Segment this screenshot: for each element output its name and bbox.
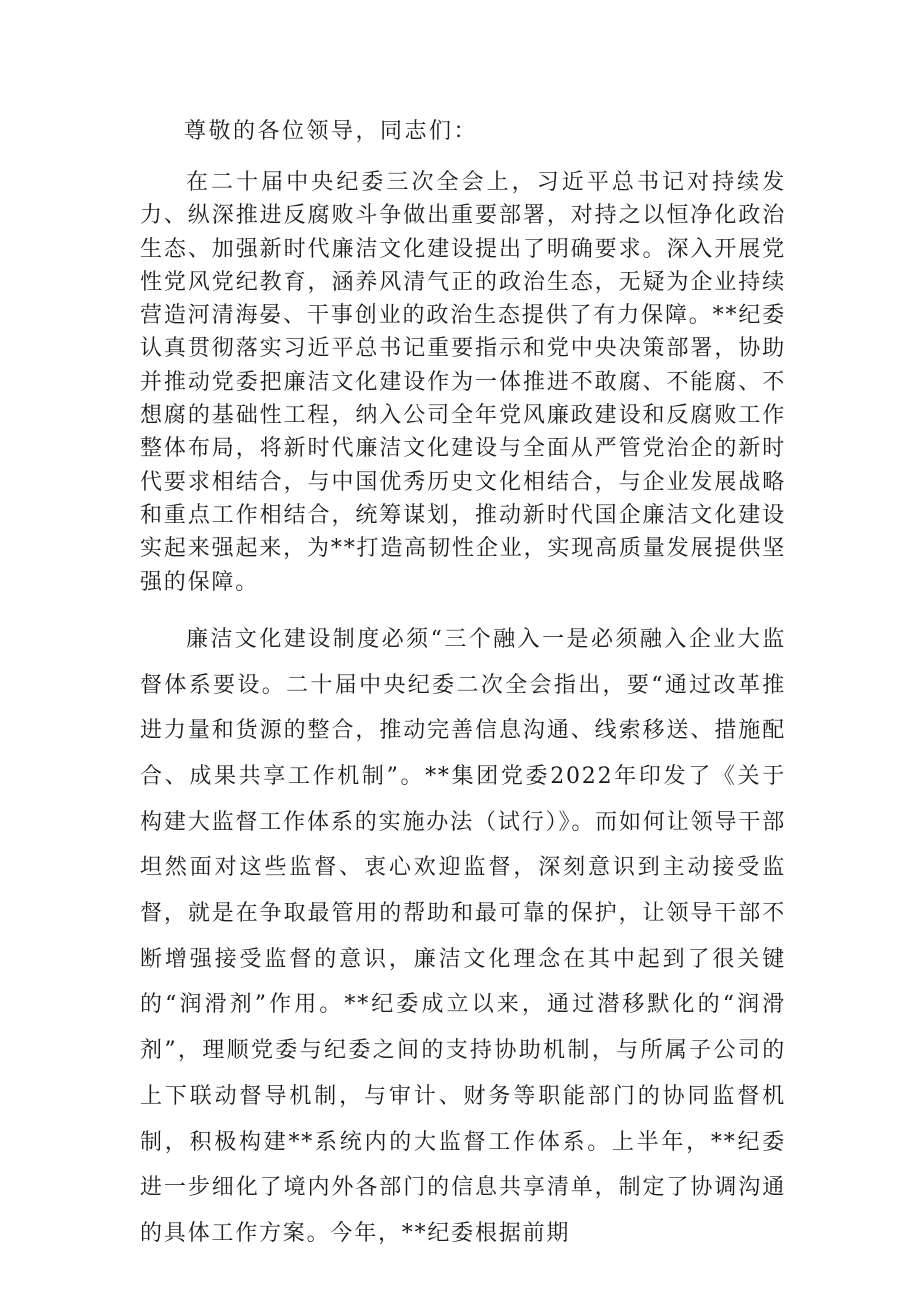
paragraph-2: 廉洁文化建设制度必须“三个融入一是必须融入企业大监督体系要设。二十届中央纪委二次全会指出，要“通过改革推进力量和货源的整合，推动完善信息沟通、线索移送、措施配合、成果共享工作机制”。**集团党委2022年印发了《关于构建大监督工作体系的实施办法（试行）》。而如何让领导干部坦然面对这些监督、衷心欢迎监督，深刻意识到主动接受监督，就是在争取最管用的帮助和最可靠的保护，让领导干部不断增强接受监督的意识，廉洁文化理念在其中起到了很关键的“润滑剂”作用。**纪委成立以来，通过潜移默化的“润滑剂”，理顺党委与纪委之间的支持协助机制，与所属子公司的上下联动督导机制，与审计、财务等职能部门的协同监督机制，积极构建**系统内的大监督工作体系。上半年，**纪委进一步细化了境内外各部门的信息共享清单，制定了协调沟通的具体工作方案。今年，**纪委根据前期: [140, 626, 786, 1246]
document-body: [140, 112, 786, 1257]
greeting-line: 尊敬的各位领导，同志们：: [184, 119, 479, 144]
paragraph-1: 在二十届中央纪委三次全会上，习近平总书记对持续发力、纵深推进反腐败斗争做出重要部署，对持之以恒净化政治生态、加强新时代廉洁文化建设提出了明确要求。深入开展党性党风党纪教育，涵养风清气正的政治生态，无疑为企业持续营造河清海晏、干事创业的政治生态提供了有力保障。**纪委认真贯彻落实习近平总书记重要指示和党中央决策部署，协助并推动党委把廉洁文化建设作为一体推进不敢腐、不能腐、不想腐的基础性工程，纳入公司全年党风廉政建设和反腐败工作整体布局，将新时代廉洁文化建设与全面从严管党治企的新时代要求相结合，与中国优秀历史文化相结合，与企业发展战略和重点工作相结合，统筹谋划，推动新时代国企廉洁文化建设实起来强起来，为**打造高韧性企业，实现高质量发展提供坚强的保障。: [140, 170, 786, 595]
